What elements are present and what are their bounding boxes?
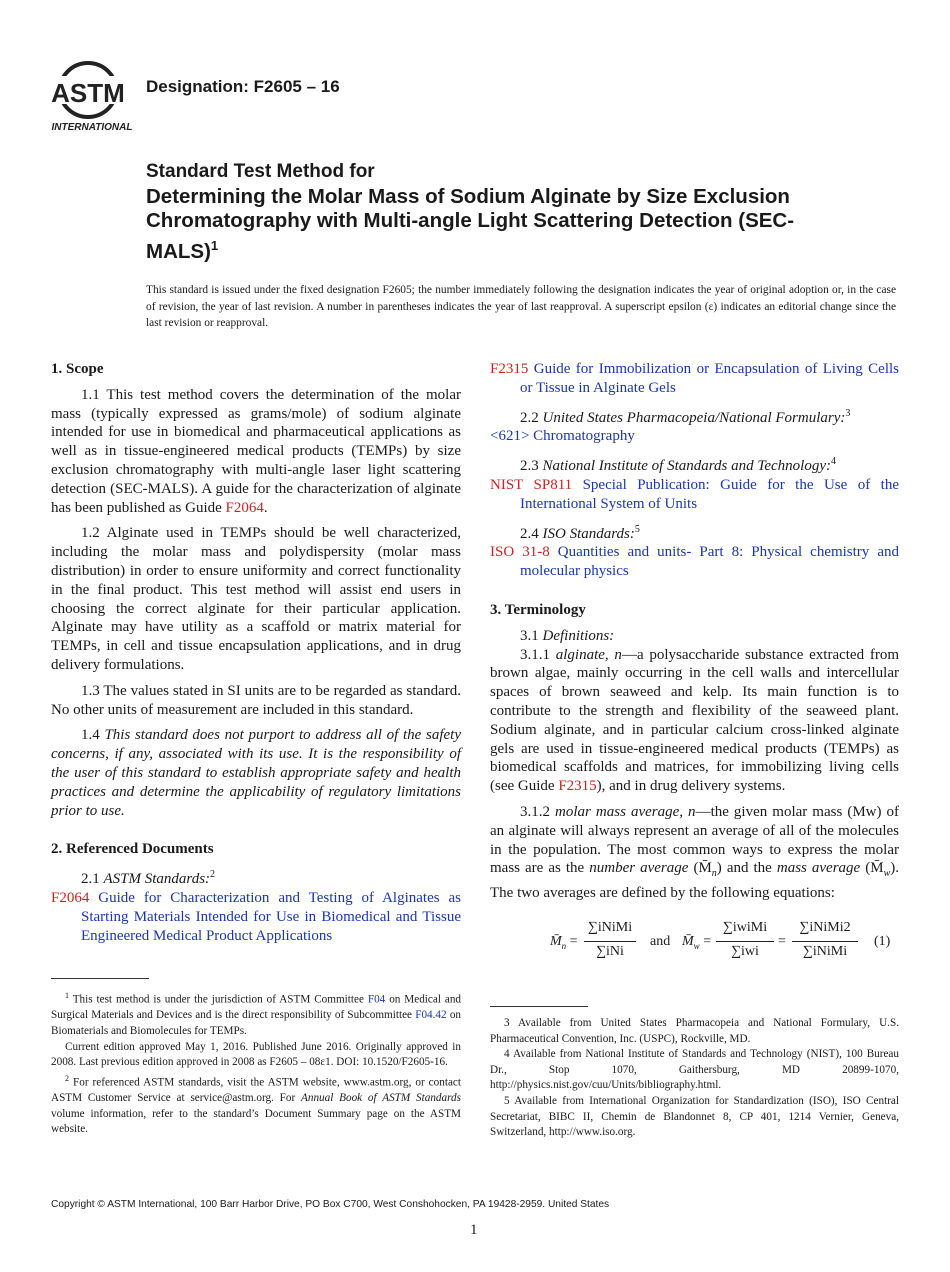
eq-mw-denominator-2: ∑iNiMi [802,944,848,959]
right-column [490,360,899,903]
eq-mw-bar-1 [716,941,774,942]
f2064-title-link[interactable]: Guide for Characterization and Testing of Alginates as Starting Materials Intended for Use in Biomedical and Tissue Engineered Medical Product Applications [81,889,462,944]
section-2-1: 2.1 ASTM Standards:$^2$ [81,869,216,888]
copyright: Copyright © ASTM International, 100 Barr Harbor Drive, PO Box C700, West Conshohocken, PA 19428-2959. United States [51,1199,610,1210]
footnotes-left [51,988,461,1138]
section-2-4: 2.4 ISO Standards:$^5$ [520,523,640,542]
title-line-1: Standard Test Method for [146,161,375,182]
iso-code[interactable]: ISO 31-8 [490,544,550,561]
section-3-1-1: 3.1.1 alginate, n—a polysaccharide substance extracted from brown algae, mainly occurring in the cell walls and intercellular spaces of brown seaweed and kelp. Its main function is to contribute to the strength and flexibility of the seaweed plant. Sodium alginate, and in particular calcium cross-linked alginate gels are used in tissue-engineered medical products (TEMPs) as biomedical scaffolds and matrices, for immobilizing living cells (see Guide F2315), and in drug delivery systems. [490,646,899,795]
section-3-1: 3.1 Definitions: [520,627,615,644]
eq-equals-2: = [778,934,786,949]
eq-mw-numerator-2: ∑iNiMi2 [799,920,851,935]
designation: Designation: F2605 – 16 [146,77,340,96]
eq-mw: $M̄_w$ = [682,934,712,951]
footnote-rule-right [490,1006,588,1007]
footnote-5: 5 Available from International Organization for Standardization (ISO), ISO Central Secretariat, BIBC II, Chemin de Blandonnet 8, CP 401, 1214 Vernier, Geneva, Switzerland, http://www.iso.org. [490,1094,899,1139]
eq-number: (1) [874,934,891,949]
nist-code[interactable]: NIST SP811 [490,476,573,493]
scope-heading: 1. Scope [51,361,104,377]
ref-usp[interactable] [490,427,899,446]
footnote-rule-left [51,978,149,979]
f2064-link[interactable]: F2064 [225,499,264,516]
f0442-link[interactable]: F04.42 [415,1009,447,1022]
ref-nist[interactable] [490,476,899,514]
ref-f2064[interactable] [51,889,461,945]
f04-link[interactable]: F04 [367,993,386,1006]
logo-text-top: ASTM [51,78,125,108]
footnote-1: $^1$ This test method is under the jurisdiction of ASTM Committee F04 on Medical and Surgical Materials and Devices and is the direct responsibility of Subcommittee F04.42 on Biomaterials and Biomolecules for TEMPs. [51,991,462,1037]
issuance-notice: This standard is issued under the fixed designation F2605; the number immediately following the designation indicates the year of original adoption or, in the case of revision, the year of last revision. A number in parentheses indicates the year of last reapproval. A superscript epsilon (ε) indicates an editorial change since the last revision or reapproval. [146,284,896,329]
equation-1 [540,918,900,968]
title-footnote-mark: 1 [210,237,219,253]
f2315-code[interactable]: F2315 [490,361,529,377]
left-column [51,360,461,945]
document-title [146,160,846,264]
f2315-inline-link[interactable]: F2315 [558,778,597,795]
eq-mn-bar [584,941,636,942]
edition-note: Current edition approved May 1, 2016. Published June 2016. Originally approved in 2008. Last previous edition approved in 2008 as F2605 – 08ε1. DOI: 10.1520/F2605-16. [51,1040,461,1069]
section-2-3: 2.3 National Institute of Standards and Technology:$^4$ [520,456,836,475]
eq-mw-bar-2 [792,941,858,942]
refdocs-heading: 2. Referenced Documents [51,841,214,858]
terminology-heading: 3. Terminology [490,601,586,618]
scope-1-2: 1.2 Alginate used in TEMPs should be well characterized, including the molar mass and polydispersity (molar mass distribution) in order to ensure uniformity and correct functionality in the final product. This test method will assist end users in choosing the correct alginate for their particular application. Alginate may have utility as a scaffold or matrix material for TEMPs, in cell and tissue encapsulation applications, and in drug delivery formulations. [51,525,461,673]
scope-1-4: 1.4 This standard does not purport to address all of the safety concerns, if any, associated with its use. It is the responsibility of the user of this standard to establish appropriate safety and health practices and determine the applicability of regulatory limitations prior to use. [51,727,462,819]
footnote-4: 4 Available from National Institute of Standards and Technology (NIST), 100 Bureau Dr., Stop 1070, Gaithersburg, MD 20899-1070, http://physics.nist.gov/cuu/Units/bibliography.html. [490,1048,899,1092]
eq-mw-denominator-1: ∑iwi [731,944,759,959]
footnotes-right [490,1016,899,1141]
footnote-3: 3 Available from United States Pharmacopeia and National Formulary, U.S. Pharmaceutical Convention, Inc. (USPC), Rockville, MD. [490,1017,899,1045]
astm-logo [50,60,136,134]
nist-title-link[interactable]: Special Publication: Guide for the Use of the International System of Units [520,476,899,512]
page-number: 1 [470,1222,478,1238]
f2064-code[interactable]: F2064 [51,889,90,906]
eq-and: and [650,934,671,949]
ref-f2315[interactable] [490,360,899,398]
astm-logo-graphic [50,60,136,134]
scope-1-1: 1.1 This test method covers the determination of the molar mass (typically expressed as grams/mole) of sodium alginate intended for use in biomedical and pharmaceutical applications as well as in tissue-engineered medical products (TEMPs) by size exclusion chromatography with multi-angle laser light scattering detection (SEC-MALS). A guide for the characterization of alginate has been published as Guide F2064. [51,386,461,516]
usp-title-link[interactable]: Chromatography [533,428,635,445]
logo-text-bottom: INTERNATIONAL [51,122,133,133]
ref-iso[interactable] [490,543,899,581]
usp-code[interactable]: <621> [490,428,530,445]
eq-mn-denominator: ∑iNi [596,944,624,959]
footnote-2: $^2$ For referenced ASTM standards, visit the ASTM website, www.astm.org, or contact ASTM Customer Service at service@astm.org. For Annual Book of ASTM Standards volume information, refer to the standard’s Document Summary page on the ASTM website. [51,1073,461,1136]
title-main: Determining the Molar Mass of Sodium Alginate by Size Exclusion Chromatography with Multi-angle Light Scattering Detection (SEC-MALS) [146,184,795,263]
scope-1-3: 1.3 The values stated in SI units are to be regarded as standard. No other units of measurement are included in this standard. [51,682,461,718]
iso-title-link[interactable]: Quantities and units- Part 8: Physical chemistry and molecular physics [520,544,900,580]
eq-mn-numerator: ∑iNiMi [587,920,633,935]
section-2-2: 2.2 United States Pharmacopeia/National Formulary:$^3$ [520,407,851,426]
f2315-title-link[interactable]: Guide for Immobilization or Encapsulation of Living Cells or Tissue in Alginate Gels [520,361,899,396]
eq-mn: $M̄_n$ = [550,934,578,951]
eq-mw-numerator-1: ∑iwiMi [722,920,768,935]
section-3-1-2: 3.1.2 molar mass average, n—the given molar mass (Mw) of an alginate will always represent an average of all of the molecules in the population. The most common ways to express the molar mass are as the number average $(M̄_n)$ and the mass average $(M̄_w)$. The two averages are defined by the following equations: [490,803,900,902]
